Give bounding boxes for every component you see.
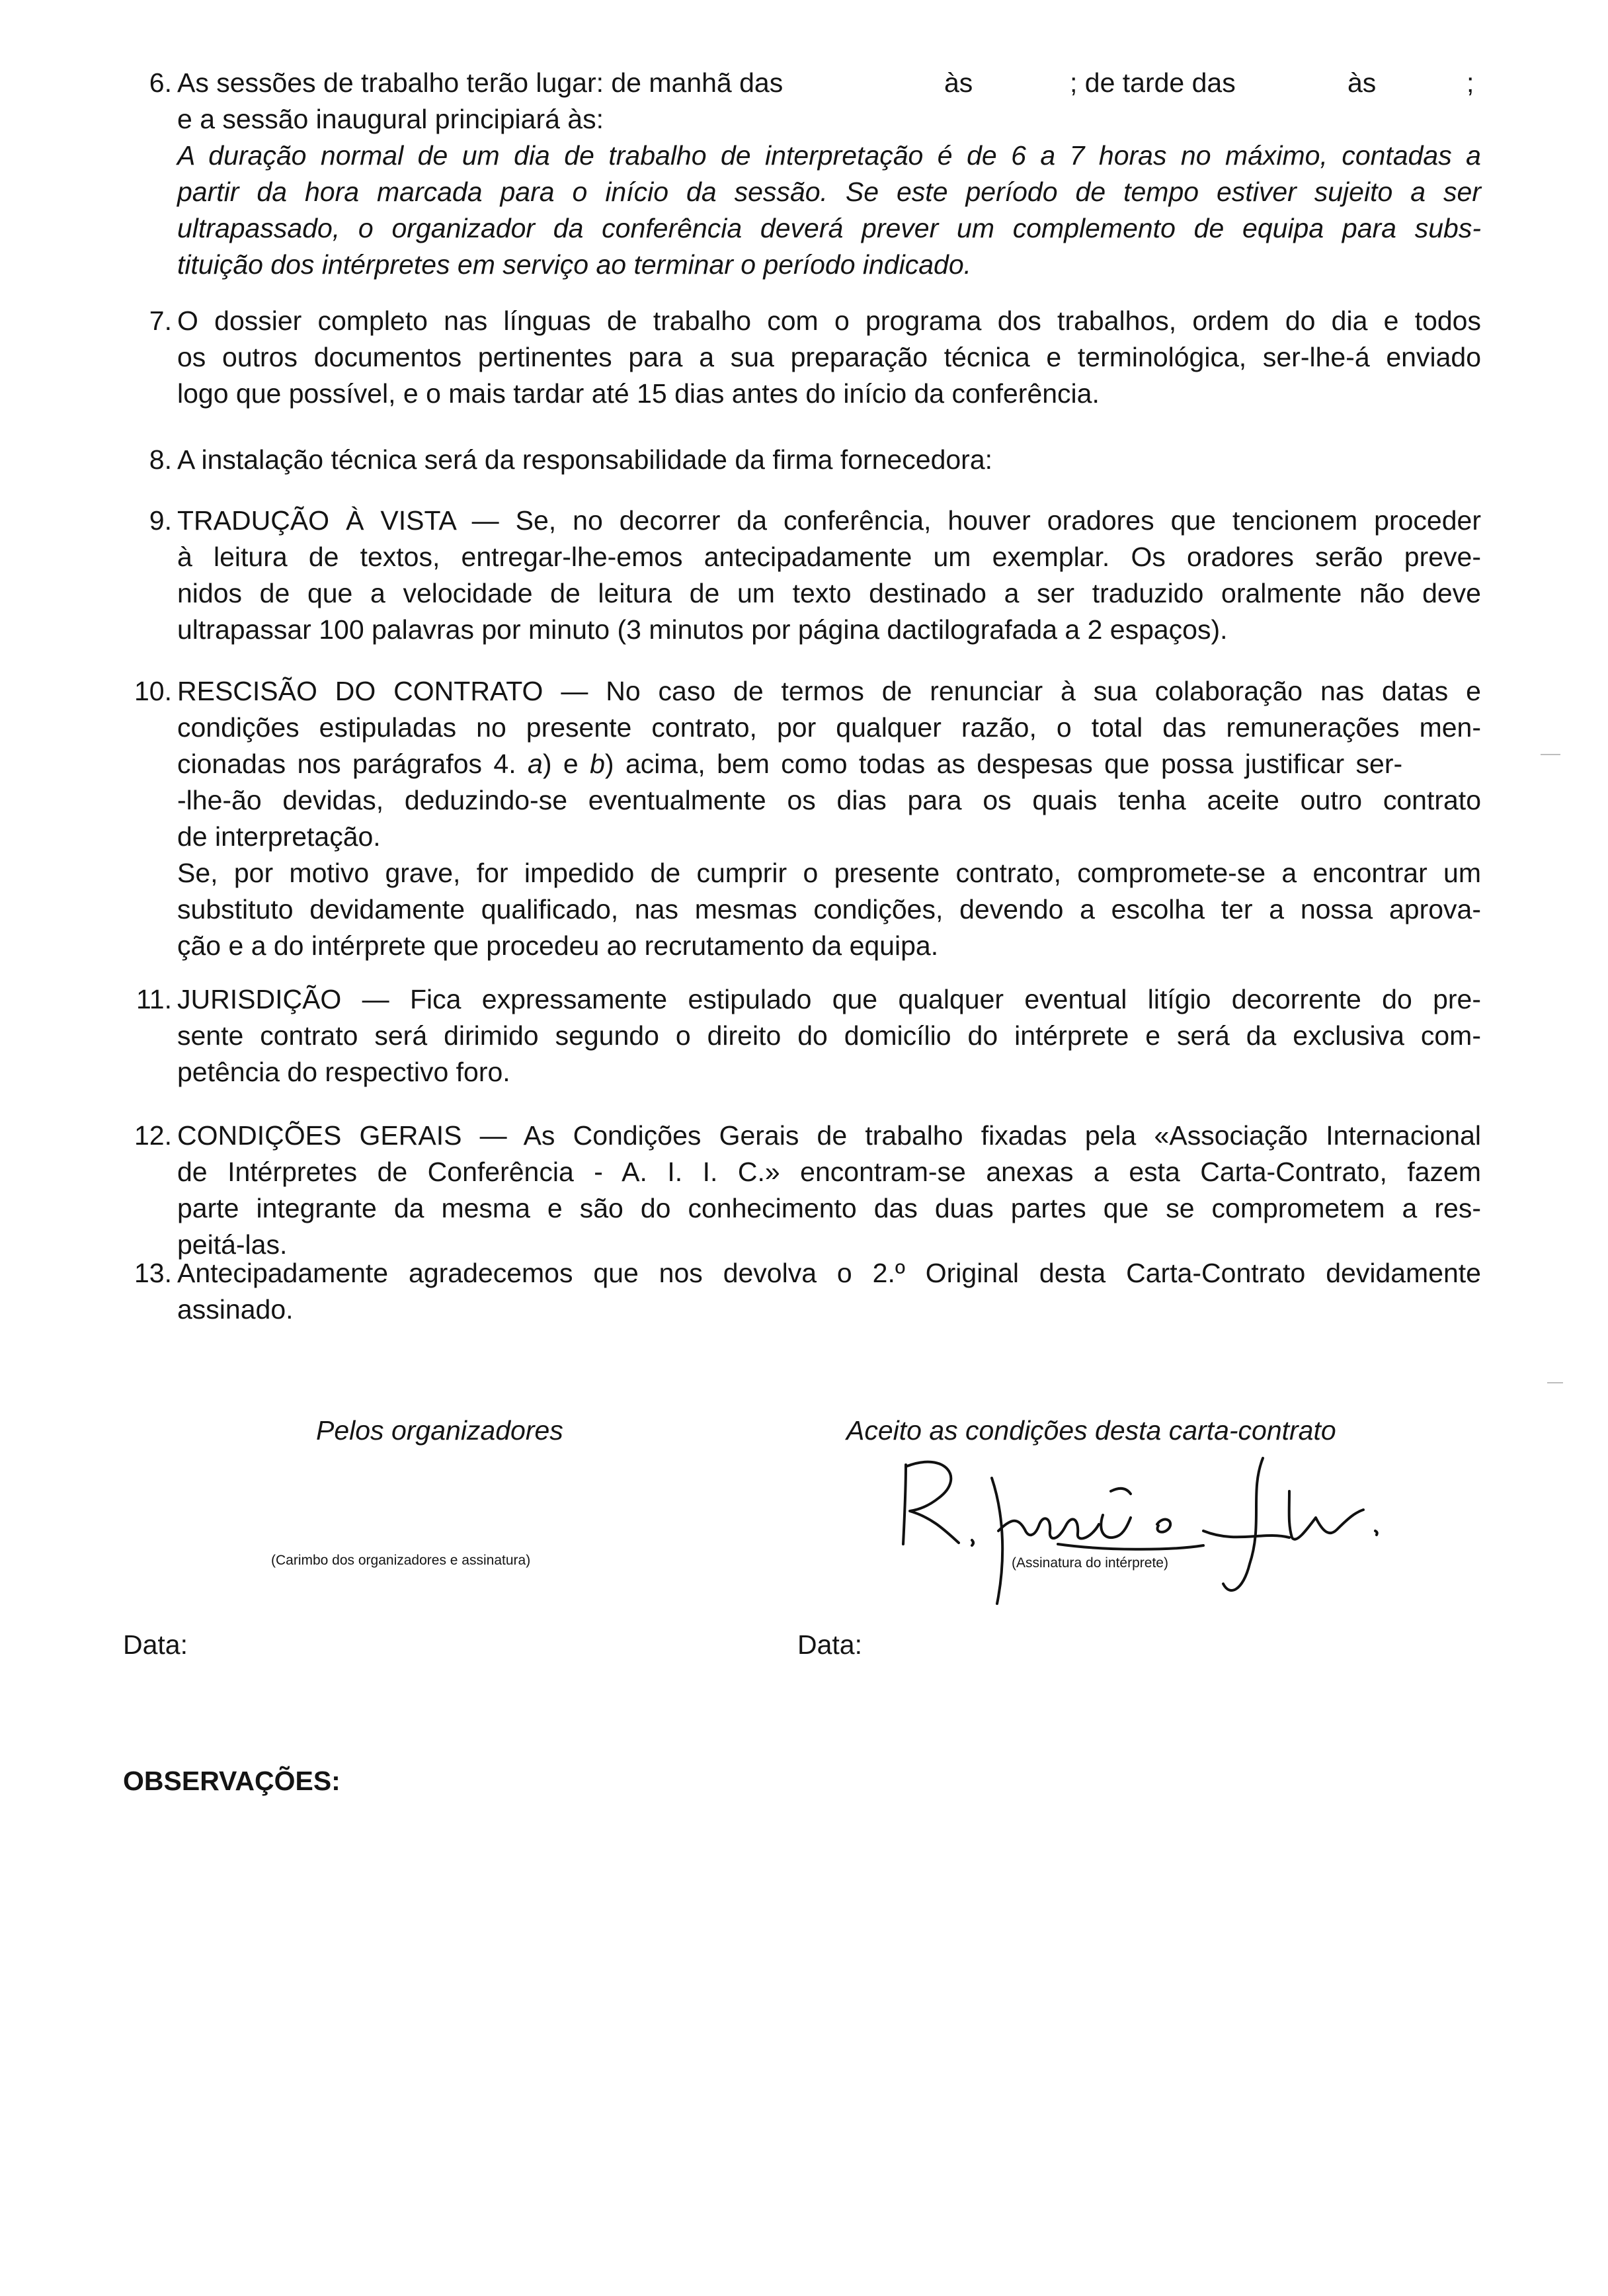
observations-heading: OBSERVAÇÕES: bbox=[123, 1766, 341, 1796]
text-run: ) acima, bem como todas as despesas que possa justificar ser- bbox=[604, 749, 1403, 779]
clause-text-line: TRADUÇÃO À VISTA — Se, no decorrer da conferência, houver oradores que tencionem proceder bbox=[177, 505, 1481, 536]
clause-text-line: os outros documentos pertinentes para a sua preparação técnica e terminológica, ser-lhe-á enviado bbox=[177, 342, 1481, 372]
clause-6-schedule-line bbox=[177, 65, 1481, 101]
afternoon-to-label: às bbox=[1347, 67, 1377, 98]
clause-text-line: Antecipadamente agradecemos que nos devolva o 2.º Original desta Carta-Contrato devidamente bbox=[177, 1258, 1481, 1288]
clause-text-line: peitá-las. bbox=[177, 1229, 288, 1260]
clause-6-note-line: partir da hora marcada para o início da sessão. Se este período de tempo estiver sujeito a ser bbox=[177, 177, 1481, 207]
text-run: a bbox=[528, 749, 543, 779]
interpreter-date-label: Data: bbox=[797, 1629, 862, 1660]
margin-mark bbox=[1547, 1382, 1563, 1383]
clause-text-line: à leitura de textos, entregar-lhe-emos antecipadamente um exemplar. Os oradores serão preve- bbox=[177, 542, 1481, 572]
clause-text-line: petência do respectivo foro. bbox=[177, 1057, 510, 1087]
clause-number: 8. bbox=[149, 444, 172, 475]
organizers-stamp-caption: (Carimbo dos organizadores e assinatura) bbox=[271, 1553, 531, 1568]
clause-text-line: -lhe-ão devidas, deduzindo-se eventualmente os dias para os quais tenha aceite outro contrato bbox=[177, 785, 1481, 815]
clause-text-line: parte integrante da mesma e são do conhecimento das duas partes que se comprometem a res- bbox=[177, 1193, 1481, 1223]
morning-to-label: às bbox=[944, 67, 973, 98]
clause-text-line: O dossier completo nas línguas de trabalho com o programa dos trabalhos, ordem do dia e todos bbox=[177, 306, 1481, 336]
clause-number: 10. bbox=[134, 676, 172, 706]
text-run: ) e bbox=[542, 749, 579, 779]
clause-text-line: JURISDIÇÃO — Fica expressamente estipulado que qualquer eventual litígio decorrente do pre- bbox=[177, 984, 1481, 1014]
clause-text-line: nidos de que a velocidade de leitura de um texto destinado a ser traduzido oralmente não deve bbox=[177, 578, 1481, 608]
clause-text-line: substituto devidamente qualificado, nas mesmas condições, devendo a escolha ter a nossa aprova- bbox=[177, 894, 1481, 924]
clause-text-line: de Intérpretes de Conferência - A. I. I. C.» encontram-se anexas a esta Carta-Contrato, fazem bbox=[177, 1157, 1481, 1187]
semicolon: ; bbox=[1467, 67, 1474, 98]
margin-mark bbox=[1541, 754, 1560, 755]
clause-number: 13. bbox=[134, 1258, 172, 1288]
organizers-label: Pelos organizadores bbox=[316, 1415, 563, 1446]
clause-text-line: condições estipuladas no presente contrato, por qualquer razão, o total das remunerações men- bbox=[177, 712, 1481, 743]
text-run: b bbox=[590, 749, 605, 779]
clause-text-line: logo que possível, e o mais tardar até 15 dias antes do início da conferência. bbox=[177, 378, 1100, 409]
clause-text-line: Se, por motivo grave, for impedido de cumprir o presente contrato, compromete-se a encontrar um bbox=[177, 858, 1481, 888]
clause-text-line: RESCISÃO DO CONTRATO — No caso de termos de renunciar à sua colaboração nas datas e bbox=[177, 676, 1481, 706]
inaugural-session-line: e a sessão inaugural principiará às: bbox=[177, 104, 604, 134]
morning-session-label: As sessões de trabalho terão lugar: de manhã das bbox=[177, 67, 784, 98]
clause-number: 9. bbox=[149, 505, 172, 536]
clause-text-line bbox=[177, 746, 1481, 782]
clause-number: 11. bbox=[136, 984, 172, 1014]
interpreter-signature bbox=[893, 1452, 1395, 1610]
organizers-date-label: Data: bbox=[123, 1629, 188, 1660]
clause-number: 7. bbox=[149, 306, 172, 336]
text-run: cionadas nos parágrafos 4. bbox=[177, 749, 516, 779]
interpreter-signature-caption: (Assinatura do intérprete) bbox=[1012, 1555, 1168, 1571]
clause-text-line: assinado. bbox=[177, 1294, 294, 1325]
clause-6-note-line: ultrapassado, o organizador da conferência deverá prever um complemento de equipa para subs- bbox=[177, 213, 1481, 243]
clause-number: 6. bbox=[149, 67, 172, 98]
clause-text-line: sente contrato será dirimido segundo o direito do domicílio do intérprete e será da exclusiva com- bbox=[177, 1020, 1481, 1051]
clause-text-line: CONDIÇÕES GERAIS — As Condições Gerais de trabalho fixadas pela «Associação Internacional bbox=[177, 1120, 1481, 1151]
clause-6-note-line: tituição dos intérpretes em serviço ao terminar o período indicado. bbox=[177, 249, 972, 280]
clause-6-note-line: A duração normal de um dia de trabalho de interpretação é de 6 a 7 horas no máximo, contadas a bbox=[177, 140, 1481, 171]
afternoon-session-label: ; de tarde das bbox=[1070, 67, 1236, 98]
interpreter-acceptance-label: Aceito as condições desta carta-contrato bbox=[846, 1415, 1336, 1446]
clause-text-line: A instalação técnica será da responsabilidade da firma fornecedora: bbox=[177, 444, 993, 475]
clause-text-line: ção e a do intérprete que procedeu ao recrutamento da equipa. bbox=[177, 930, 939, 961]
clause-number: 12. bbox=[134, 1120, 172, 1151]
clause-text-line: de interpretação. bbox=[177, 821, 381, 852]
clause-text-line: ultrapassar 100 palavras por minuto (3 minutos por página dactilografada a 2 espaços). bbox=[177, 614, 1228, 645]
